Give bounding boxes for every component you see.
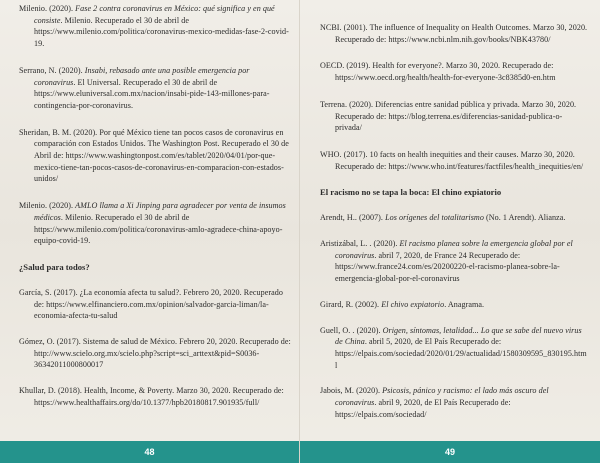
page-number-bar (0, 441, 299, 463)
page-number: 49 (444, 447, 455, 457)
reference-entry: Serrano, N. (2020). Insabi, rebasado ante una posible emergencia por coronavirus. El Universal. Recuperado el 30 de abril de https://www.eluniversal.com.mx/nacion/insabi-pide-143-millones-para-contingencia-por-coronavirus. (19, 65, 270, 110)
reference-entry: Jabois, M. (2020). Psicosis, pánico y racismo: el lado más oscuro del coronavirus. abril 9, 2020, de El País Recuperado de: https://elpais.com/sociedad/ (320, 386, 549, 419)
reference-entry: Aristizábal, L. . (2020). El racismo planea sobre la emergencia global por el coronavirus. abril 7, 2020, de France 24 Recuperado de: https://www.france24.com/es/20200220-el-racismo-planea-sobre-la-emergencia-global-por-el-coronavirus (320, 239, 573, 284)
right-page-references (320, 0, 588, 437)
reference-entry: Terrena. (2020). Diferencias entre sanidad pública y privada. Marzo 30, 2020. Recuperado de: https://blog.terrena.es/diferencias-sanidad-publica-o-privada/ (320, 99, 577, 133)
reference-entry: Girard, R. (2002). El chivo expiatorio. Anagrama. (320, 299, 485, 309)
reference-entry: García, S. (2017). ¿La economía afecta tu salud?. Febrero 20, 2020. Recuperado de: https://www.elfinanciero.com.mx/opinion/salvador-garcia-liman/la-economia-afecta-tu-salud (19, 287, 283, 321)
reference-entry: WHO. (2017). 10 facts on health inequities and their causes. Marzo 30, 2020. Recuperado de: https://www.who.int/features/factfiles/health_inequities/en/ (320, 149, 584, 171)
reference-entry: Khullar, D. (2018). Health, Income, & Poverty. Marzo 30, 2020. Recuperado de: https://www.healthaffairs.org/do/10.1377/hpb20180817.901935/full/ (19, 386, 284, 407)
reference-entry: NCBI. (2001). The influence of Inequality on Health Outcomes. Marzo 30, 2020. Recuperado de: https://www.ncbi.nlm.nih.gov/books/NBK43780/ (320, 23, 588, 44)
reference-entry: Arendt, H.. (2007). Los orígenes del totalitarismo (No. 1 Arendt). Alianza. (320, 213, 566, 223)
reference-entry: Guell, O. . (2020). Origen, síntomas, letalidad... Lo que se sabe del nuevo virus de China. abril 5, 2020, de El País Recuperado de: https://elpais.com/sociedad/2020/01/29/actualidad/1580309595_830195.html (320, 325, 587, 370)
reference-entry: Gómez, O. (2017). Sistema de salud de México. Febrero 20, 2020. Recuperado de: http://www.scielo.org.mx/scielo.php?script=sci_arttext&pid=S0036-36342011000800017 (19, 337, 291, 370)
reference-entry: Milenio. (2020). Fase 2 contra coronavirus en México: qué significa y en qué consiste. Milenio. Recuperado el 30 de abril de https://www.milenio.com/politica/coronavirus-mexico-medidas-fase-2-covid-19. (19, 4, 289, 49)
reference-entry: Sheridan, B. M. (2020). Por qué México tiene tan pocos casos de coronavirus en comparación con Estados Unidos. The Washington Post. Recuperado el 30 de Abril de: https://www.washingtonpost.com/es/tablet/2020/04/01/por-que-mexico-tiene-tan-pocos-casos-de-coronavirus-en-comparacion-con-estados-unidos/ (19, 127, 289, 184)
section-heading: El racismo no se tapa la boca: El chino expiatorio (320, 187, 502, 198)
reference-entry: Milenio. (2020). AMLO llama a Xi Jinping para agradecer por venta de insumos médicos. Milenio. Recuperado el 30 de abril de https://www.milenio.com/politica/coronavirus-amlo-agradece-china-apoyo-equipo-covid-19. (19, 201, 286, 246)
right-page (300, 0, 600, 463)
page-number: 48 (144, 447, 155, 457)
left-page-references (19, 0, 291, 437)
section-heading: ¿Salud para todos? (19, 261, 90, 272)
page-number-bar (300, 441, 600, 463)
reference-entry: OECD. (2019). Health for everyone?. Marzo 30, 2020. Recuperado de: https://www.oecd.org/health/health-for-everyone-3c8385d0-en.htm (320, 61, 556, 83)
